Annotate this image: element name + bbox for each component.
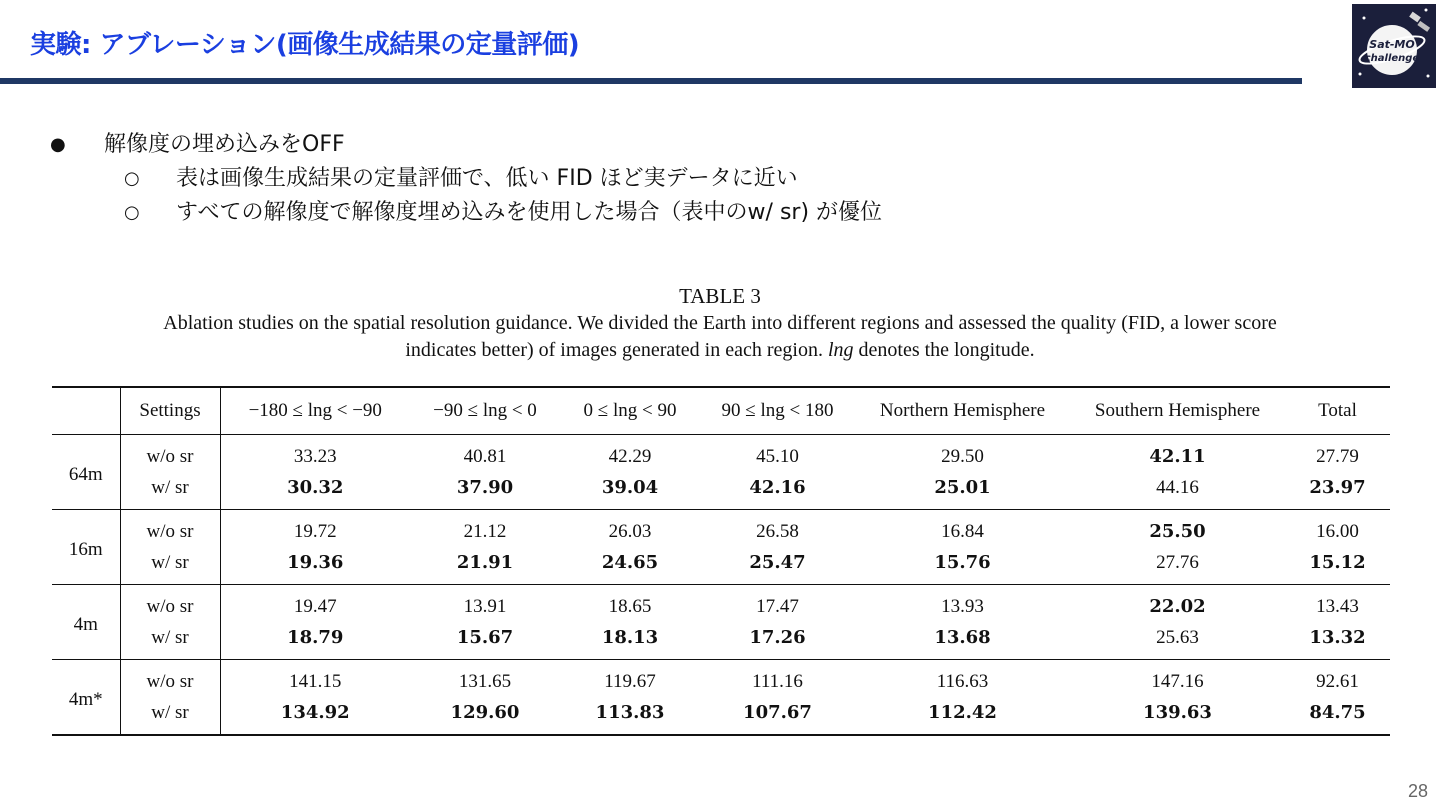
- setting-cell: w/ sr: [120, 697, 220, 735]
- value-cell-best: 42.16: [700, 472, 855, 510]
- table-row: [52, 472, 1390, 510]
- value-cell: 16.00: [1316, 520, 1359, 542]
- table-row: [52, 547, 1390, 585]
- logo-text-2: challenge: [1364, 53, 1420, 64]
- value-cell-best: 18.79: [220, 622, 410, 660]
- value-cell: 45.10: [756, 445, 799, 467]
- value-cell-best: 13.32: [1285, 622, 1390, 660]
- setting-cell: w/ sr: [120, 547, 220, 585]
- caption-line-2-pre: indicates better) of images generated in each region.: [405, 339, 828, 361]
- value-cell-best: 42.11: [1149, 446, 1206, 467]
- value-cell: 26.58: [756, 520, 799, 542]
- bullet-circle-icon: ○: [124, 202, 140, 223]
- value-cell: 119.67: [604, 670, 656, 692]
- value-cell: 116.63: [936, 670, 989, 692]
- value-cell: 18.65: [608, 595, 652, 617]
- value-cell-best: 17.26: [700, 622, 855, 660]
- value-cell-best: 30.32: [220, 472, 410, 510]
- bullet-item: [50, 128, 882, 162]
- setting-cell: w/o sr: [120, 585, 220, 623]
- table-caption-title: TABLE 3: [679, 284, 761, 308]
- resolution-cell: 16m: [52, 510, 120, 585]
- value-cell: 16.84: [941, 520, 984, 542]
- header-cell: [52, 387, 120, 435]
- page-number: 28: [1407, 781, 1428, 801]
- value-cell: 29.50: [941, 445, 984, 467]
- header-cell: 0 ≤ lng < 90: [560, 387, 700, 435]
- header-cell: Northern Hemisphere: [855, 387, 1070, 435]
- table-row: [52, 697, 1390, 735]
- title-divider: [0, 78, 1302, 84]
- table-row: [52, 622, 1390, 660]
- value-cell-best: 37.90: [410, 472, 560, 510]
- value-cell-best: 25.47: [700, 547, 855, 585]
- setting-cell: w/ sr: [120, 622, 220, 660]
- value-cell: 21.12: [463, 520, 507, 542]
- setting-cell: w/ sr: [120, 472, 220, 510]
- value-cell: 13.93: [941, 595, 984, 617]
- setting-cell: w/o sr: [120, 510, 220, 548]
- table-row: [52, 660, 1390, 698]
- sub-bullet-item: [50, 196, 882, 230]
- value-cell: 42.29: [608, 445, 652, 467]
- table-caption: [0, 282, 1440, 364]
- caption-line-2-post: denotes the longitude.: [853, 339, 1035, 361]
- setting-cell: w/o sr: [120, 435, 220, 473]
- header-cell: Southern Hemisphere: [1070, 387, 1285, 435]
- slide-title: 実験: アブレーション(画像生成結果の定量評価): [30, 30, 580, 60]
- bullet-dot-icon: ●: [50, 134, 66, 155]
- value-cell: 44.16: [1070, 472, 1285, 510]
- value-cell-best: 22.02: [1149, 596, 1206, 617]
- header-cell: Settings: [120, 387, 220, 435]
- value-cell-best: 15.12: [1285, 547, 1390, 585]
- value-cell: 17.47: [756, 595, 799, 617]
- value-cell: 13.43: [1316, 595, 1359, 617]
- value-cell: 33.23: [293, 445, 337, 467]
- value-cell: 92.61: [1316, 670, 1359, 692]
- bullet-circle-icon: ○: [124, 168, 140, 189]
- setting-cell: w/o sr: [120, 660, 220, 698]
- value-cell-best: 107.67: [700, 697, 855, 735]
- value-cell-best: 15.67: [410, 622, 560, 660]
- resolution-cell: 64m: [52, 435, 120, 510]
- value-cell-best: 23.97: [1285, 472, 1390, 510]
- value-cell-best: 25.01: [855, 472, 1070, 510]
- header-cell: Total: [1285, 387, 1390, 435]
- value-cell: 147.16: [1151, 670, 1204, 692]
- value-cell-best: 15.76: [855, 547, 1070, 585]
- value-cell-best: 113.83: [560, 697, 700, 735]
- satellite-logo-icon: [1352, 4, 1436, 88]
- table-header-row: [52, 387, 1390, 435]
- header-cell: 90 ≤ lng < 180: [700, 387, 855, 435]
- value-cell-best: 13.68: [855, 622, 1070, 660]
- challenge-logo: [1352, 4, 1436, 88]
- value-cell-best: 112.42: [855, 697, 1070, 735]
- value-cell-best: 19.36: [220, 547, 410, 585]
- header-cell: −180 ≤ lng < −90: [220, 387, 410, 435]
- value-cell: 141.15: [289, 670, 342, 692]
- value-cell: 13.91: [463, 595, 507, 617]
- resolution-cell: 4m*: [52, 660, 120, 736]
- value-cell: 131.65: [458, 670, 512, 692]
- value-cell-best: 84.75: [1285, 697, 1390, 735]
- caption-line-1: Ablation studies on the spatial resolution guidance. We divided the Earth into different regions and assessed the quality (FID, a lower score: [163, 312, 1277, 334]
- value-cell-best: 134.92: [220, 697, 410, 735]
- logo-text-1: Sat-MO: [1369, 38, 1415, 51]
- value-cell: 40.81: [463, 445, 507, 467]
- value-cell-best: 39.04: [560, 472, 700, 510]
- value-cell: 25.63: [1070, 622, 1285, 660]
- value-cell-best: 18.13: [560, 622, 700, 660]
- value-cell-best: 21.91: [410, 547, 560, 585]
- caption-line-2: [45, 337, 1395, 364]
- value-cell: 111.16: [752, 670, 803, 692]
- sub-bullet-text: 表は画像生成結果の定量評価で、低い FID ほど実データに近い: [176, 166, 798, 191]
- value-cell: 26.03: [608, 520, 652, 542]
- value-cell-best: 24.65: [560, 547, 700, 585]
- value-cell-best: 129.60: [410, 697, 560, 735]
- table-row: [52, 585, 1390, 623]
- sub-bullet-text: すべての解像度で解像度埋め込みを使用した場合（表中のw/ sr) が優位: [176, 200, 883, 225]
- table-row: [52, 435, 1390, 473]
- value-cell-best: 25.50: [1149, 521, 1206, 542]
- caption-var-lng: lng: [827, 339, 854, 361]
- results-table: [52, 386, 1390, 736]
- bullet-list: [50, 128, 882, 230]
- value-cell: 27.79: [1316, 445, 1359, 467]
- value-cell-best: 139.63: [1070, 697, 1285, 735]
- header-cell: −90 ≤ lng < 0: [410, 387, 560, 435]
- resolution-cell: 4m: [52, 585, 120, 660]
- value-cell: 27.76: [1070, 547, 1285, 585]
- table-caption-text: [45, 310, 1395, 364]
- bullet-text: 解像度の埋め込みをOFF: [104, 132, 345, 157]
- value-cell: 19.72: [293, 520, 337, 542]
- table-row: [52, 510, 1390, 548]
- value-cell: 19.47: [293, 595, 337, 617]
- sub-bullet-item: [50, 162, 882, 196]
